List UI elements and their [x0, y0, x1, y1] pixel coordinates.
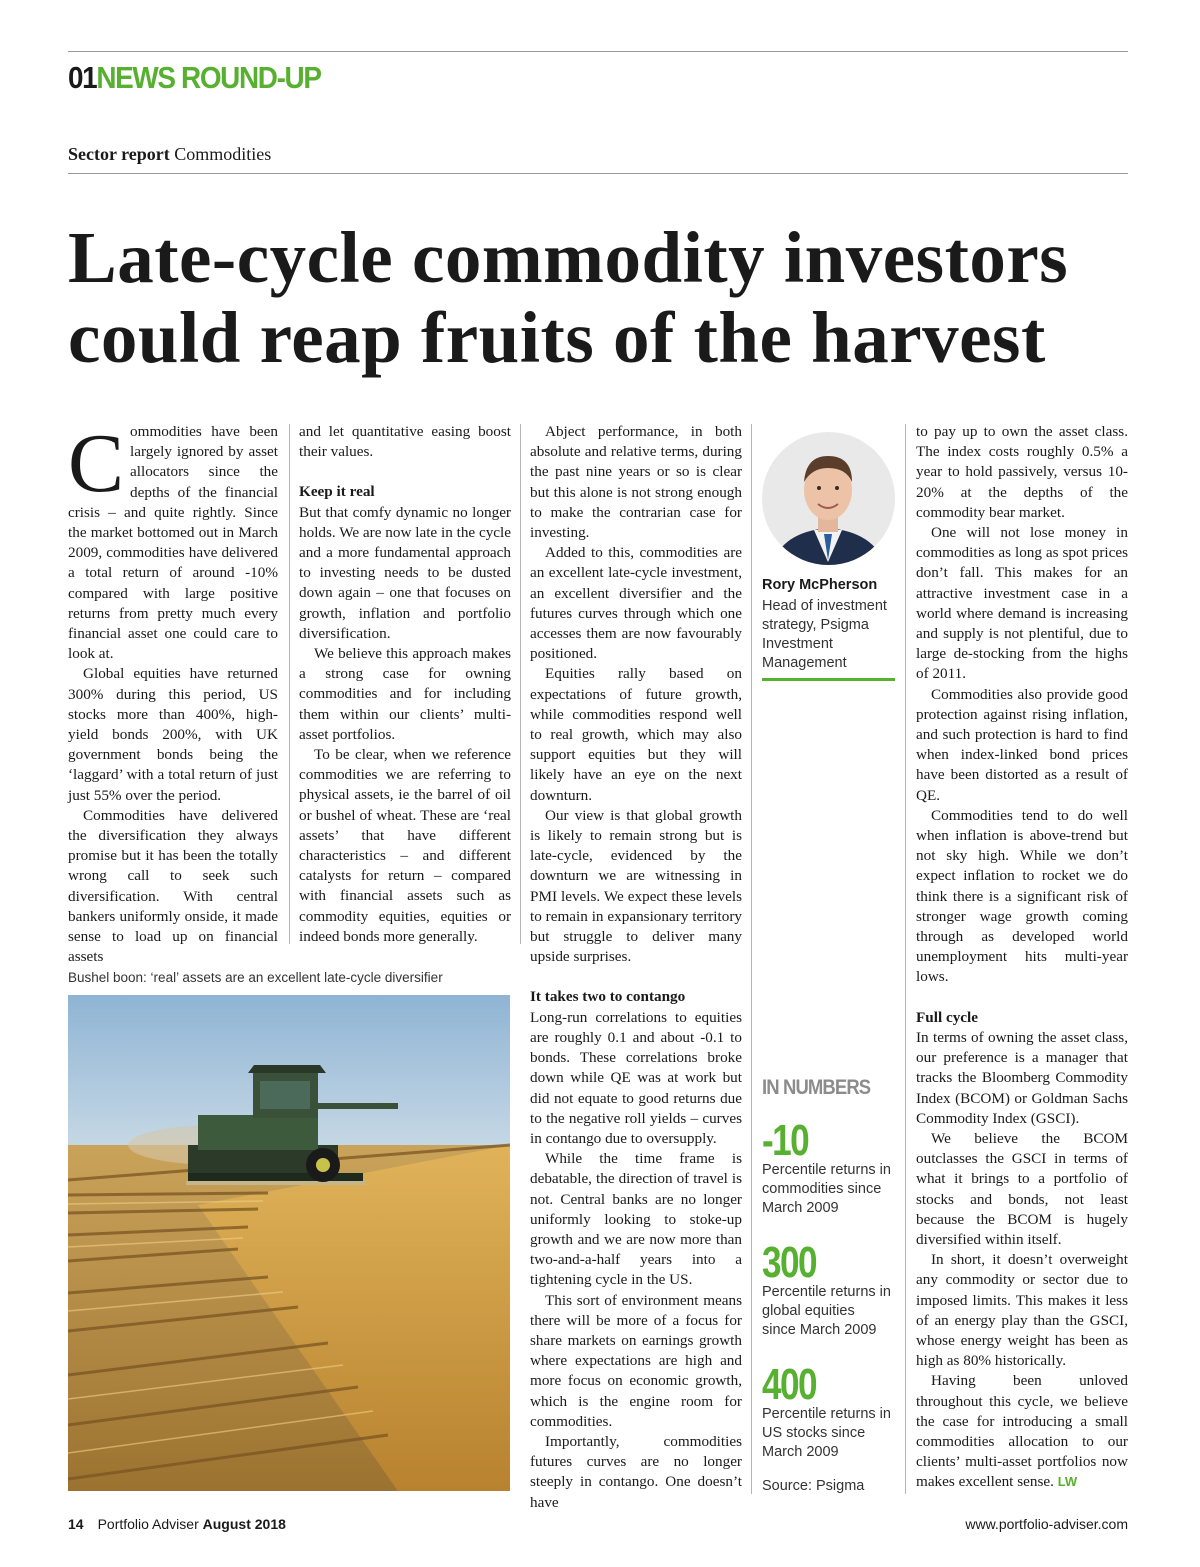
paragraph: Equities rally based on expectations of future growth, while commodities respond well to real growth, which may also support equities but they will likely have an eye on the next downturn.	[530, 665, 742, 804]
stat-value: 400	[762, 1360, 816, 1409]
article-column-1	[68, 417, 278, 967]
author-role: Head of investment strategy, Psigma Investment Management	[762, 598, 887, 671]
paragraph: Commodities have delivered the diversification they always promise but it has been the totally wrong call to seek such diversification. With central bankers uniformly onside, it made sense to load up on financial assets	[68, 806, 278, 966]
stat-value: -10	[762, 1116, 809, 1165]
drop-cap: C	[68, 417, 125, 510]
section-number: 01	[68, 60, 97, 95]
article-column-2	[299, 422, 511, 947]
footer-url: www.portfolio-adviser.com	[965, 1516, 1128, 1532]
paragraph: Added to this, commodities are an excellent late-cycle investment, an excellent diversifier and the futures curves through which one accesses them are now favourably positioned.	[530, 544, 742, 663]
paragraph: While the time frame is debatable, the direction of travel is not. Central banks are no longer uniformly looking to stoke-up growth and we are now more than two-and-a-half years into a tightening cycle in the US.	[530, 1150, 742, 1289]
paragraph: We believe this approach makes a strong case for owning commodities and for including them within our clients’ multi-asset portfolios.	[299, 645, 511, 743]
stat-label: Percentile returns in US stocks since March 2009	[762, 1406, 891, 1460]
paragraph: Commodities tend to do well when inflation is above-trend but not sky high. While we don’t expect inflation to rocket we do think there is a significant risk of stronger wage growth coming through as developed world unemployment hits multi-year lows.	[916, 806, 1128, 986]
paragraph: This sort of environment means there will be more of a focus for share markets on earnings growth where expectations are high and more focus on economic growth, which is the engine room for commodities.	[530, 1291, 742, 1430]
subheading-keep-it-real: Keep it real	[299, 483, 375, 501]
footer-left	[68, 1516, 286, 1532]
section-heading	[68, 58, 321, 98]
paragraph: and let quantitative easing boost their values.	[299, 423, 511, 461]
page-number: 14	[68, 1516, 84, 1532]
subheading-full-cycle: Full cycle	[916, 1008, 978, 1026]
harvest-photo	[68, 995, 510, 1491]
author-photo	[762, 432, 895, 565]
photo-caption: Bushel boon: ‘real’ assets are an excellent late-cycle diversifier	[68, 970, 443, 985]
publication-name: Portfolio Adviser	[97, 1516, 199, 1532]
paragraph: Importantly, commodities futures curves are no longer steeply in contango. One doesn’t have	[530, 1432, 742, 1511]
paragraph: Global equities have returned 300% during this period, US stocks more than 400%, high-yield bonds 200%, with UK government bonds being the ‘laggard’ with a total return of just just 55% over the period.	[68, 665, 278, 804]
author-signoff: LW	[1057, 1474, 1078, 1490]
column-divider	[520, 424, 521, 944]
author-divider	[762, 678, 895, 681]
article-column-3	[530, 422, 742, 1513]
stats-source: Source: Psigma	[762, 1478, 865, 1494]
paragraph: One will not lose money in commodities as long as spot prices don’t fall. This makes for an attractive investment case in a world where demand is increasing and supply is not plentiful, due to large de-stocking from the highs of 2011.	[916, 524, 1128, 683]
paragraph: Commodities have been largely ignored by asset allocators since the depths of the financial crisis – and quite rightly. Since the market bottomed out in March 2009, commodities have delivered a total return of around -10% compared with large positive returns from pretty much every financial asset one could care to look at.	[68, 417, 278, 663]
paragraph: In terms of owning the asset class, our preference is a manager that tracks the Bloomberg Commodity Index (BCOM) or Goldman Sachs Commodity Index (GSCI).	[916, 1028, 1128, 1127]
author-name: Rory McPherson	[762, 577, 878, 593]
stat-value: 300	[762, 1238, 816, 1287]
column-divider	[289, 424, 290, 944]
paragraph: We believe the BCOM outclasses the GSCI in terms of what it brings to a portfolio of stocks and bonds, not least because the BCOM is hugely diversified within itself.	[916, 1129, 1128, 1248]
paragraph: to pay up to own the asset class. The index costs roughly 0.5% a year to hold passively, versus 10-20% at the depths of the commodity bear market.	[916, 423, 1128, 521]
column-divider	[905, 424, 906, 1494]
paragraph: To be clear, when we reference commodities we are referring to physical assets, ie the barrel of oil or bushel of wheat. These are ‘real assets’ that have different characteristics – and different catalysts for return – compared with financial assets such as commodity equities, equities or indeed bonds more generally.	[299, 746, 511, 945]
paragraph: Our view is that global growth is likely to remain strong but is late-cycle, evidenced by the downturn we are witnessing in PMI levels. We expect these levels to remain in expansionary territory but struggle to deliver many upside surprises.	[530, 806, 742, 966]
in-numbers-title: IN NUMBERS	[762, 1076, 871, 1099]
column-divider	[751, 424, 752, 1494]
subheading-contango: It takes two to contango	[530, 988, 686, 1006]
top-rule	[68, 51, 1128, 52]
headline: Late-cycle commodity investors could reap fruits of the harvest	[68, 217, 1069, 378]
stat-label: Percentile returns in commodities since March 2009	[762, 1162, 891, 1216]
paragraph: Abject performance, in both absolute and relative terms, during the past nine years or so is clear but this alone is not strong enough to make the contrarian case for investing.	[530, 423, 742, 542]
combine-harvester-image	[68, 995, 510, 1491]
author-portrait	[762, 432, 895, 565]
section-label: NEWS ROUND-UP	[96, 60, 321, 95]
sector-topic: Commodities	[174, 144, 272, 164]
paragraph: Commodities also provide good protection against rising inflation, and such protection is hard to find when index-linked bond prices have been distorted as a result of QE.	[916, 685, 1128, 804]
article-column-5	[916, 422, 1128, 1493]
paragraph: But that comfy dynamic no longer holds. We are now late in the cycle and a more fundamental approach to investing needs to be dusted down again – one that focuses on growth, inflation and portfolio diversification.	[299, 503, 511, 642]
stat-label: Percentile returns in global equities since March 2009	[762, 1284, 891, 1338]
paragraph: Long-run correlations to equities are roughly 0.1 and about -0.1 to bonds. These correlations broke down while QE was at work but did not equate to good returns due to the negative roll yields – curves in contango due to oversupply.	[530, 1008, 742, 1147]
paragraph: In short, it doesn’t overweight any commodity or sector due to imposed limits. This makes it less of an energy play than the GSCI, whose energy weight has been as high as 80% historically.	[916, 1251, 1128, 1370]
sector-line	[68, 143, 271, 165]
paragraph: Having been unloved throughout this cycle, we believe the case for introducing a small commodities allocation to our clients’ multi-asset portfolios now makes excellent sense. LW	[916, 1372, 1128, 1491]
sector-rule	[68, 173, 1128, 174]
issue-date: August 2018	[202, 1516, 286, 1532]
sector-label: Sector report	[68, 144, 170, 164]
